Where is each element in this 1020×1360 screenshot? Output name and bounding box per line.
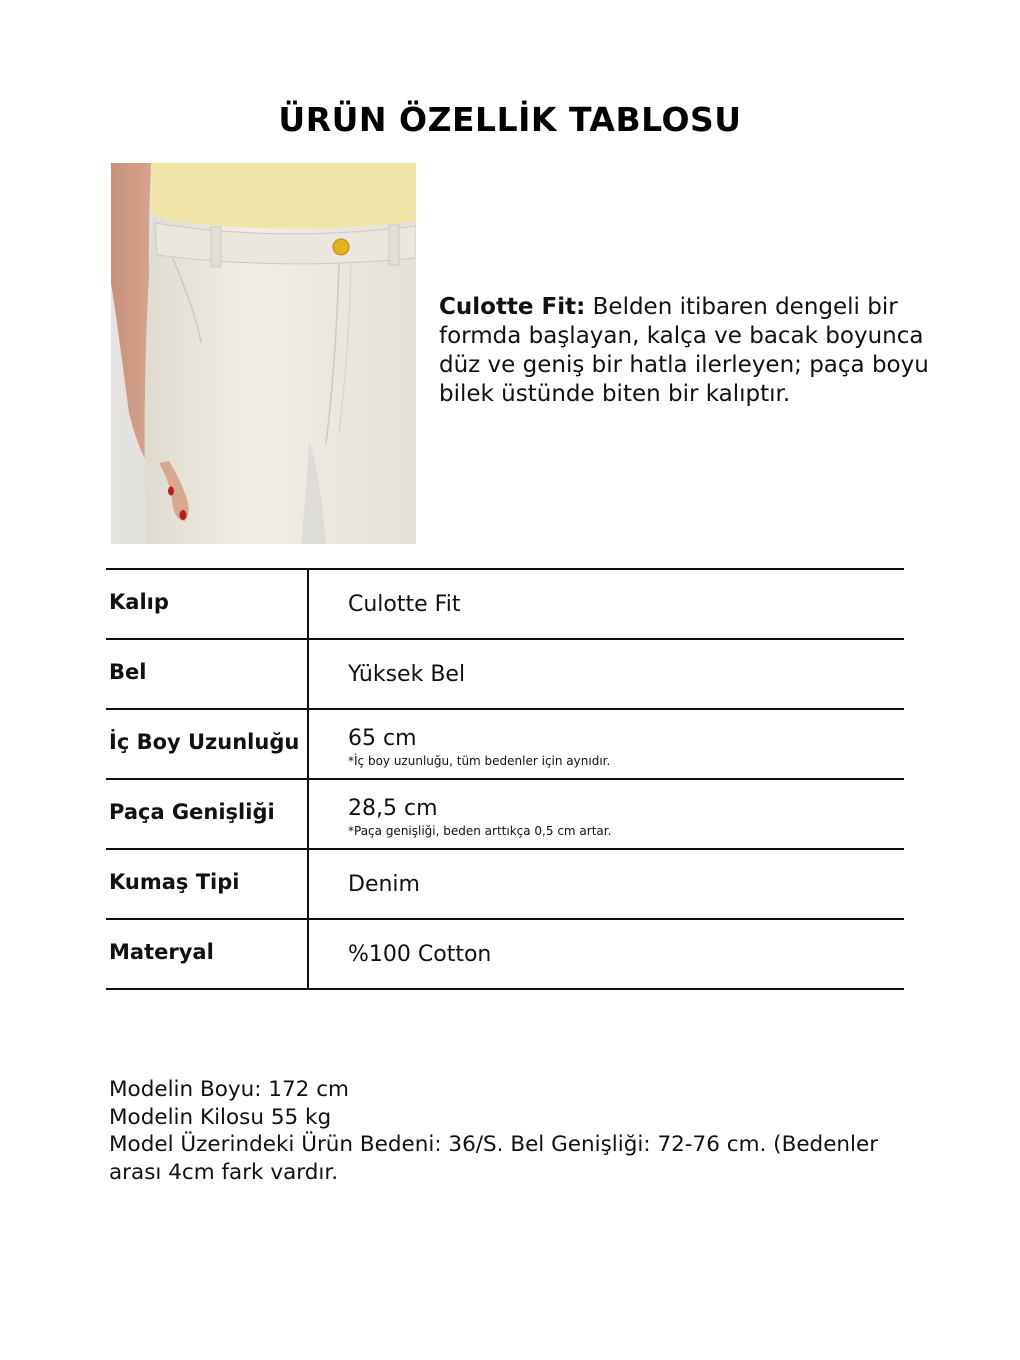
spec-note: *İç boy uzunluğu, tüm bedenler için aynıdır. bbox=[348, 754, 611, 768]
spec-row-kalip bbox=[106, 570, 904, 640]
spec-row-kumas bbox=[106, 850, 904, 920]
column-divider bbox=[307, 920, 309, 988]
spec-row-ic-boy bbox=[106, 710, 904, 780]
spec-row-materyal bbox=[106, 920, 904, 990]
spec-row-paca bbox=[106, 780, 904, 850]
model-height: Modelin Boyu: 172 cm bbox=[109, 1077, 349, 1102]
fit-term: Culotte Fit: bbox=[439, 294, 586, 320]
spec-value: 65 cm bbox=[348, 726, 417, 751]
column-divider bbox=[307, 850, 309, 918]
spec-value: Culotte Fit bbox=[348, 592, 461, 617]
spec-note: *Paça genişliği, beden arttıkça 0,5 cm artar. bbox=[348, 824, 612, 838]
product-photo bbox=[111, 163, 416, 544]
spec-value: Denim bbox=[348, 872, 420, 897]
spec-label: Paça Genişliği bbox=[109, 800, 275, 824]
spec-value: 28,5 cm bbox=[348, 796, 438, 821]
spec-value: %100 Cotton bbox=[348, 942, 492, 967]
spec-row-bel bbox=[106, 640, 904, 710]
column-divider bbox=[307, 780, 309, 848]
fit-text: Belden itibaren dengeli bir formda başlayan, kalça ve bacak boyunca düz ve geniş bir hatla ilerleyen; paça boyu bilek üstünde biten bir kalıptır. bbox=[439, 294, 929, 407]
spec-label: Kumaş Tipi bbox=[109, 870, 240, 894]
model-size: Model Üzerindeki Ürün Bedeni: 36/S. Bel Genişliği: 72-76 cm. (Bedenler arası 4cm fark vardır. bbox=[109, 1132, 879, 1185]
spec-label: Kalıp bbox=[109, 590, 169, 614]
fit-description bbox=[439, 293, 959, 409]
model-weight: Modelin Kilosu 55 kg bbox=[109, 1104, 332, 1130]
spec-label: İç Boy Uzunluğu bbox=[109, 730, 300, 754]
spec-label: Materyal bbox=[109, 940, 214, 964]
column-divider bbox=[307, 640, 309, 708]
spec-label: Bel bbox=[109, 660, 147, 684]
spec-value: Yüksek Bel bbox=[348, 662, 466, 687]
column-divider bbox=[307, 570, 309, 638]
model-info bbox=[109, 1076, 909, 1186]
column-divider bbox=[307, 710, 309, 778]
page-title: ÜRÜN ÖZELLİK TABLOSU bbox=[278, 100, 742, 139]
spec-table bbox=[106, 568, 904, 990]
